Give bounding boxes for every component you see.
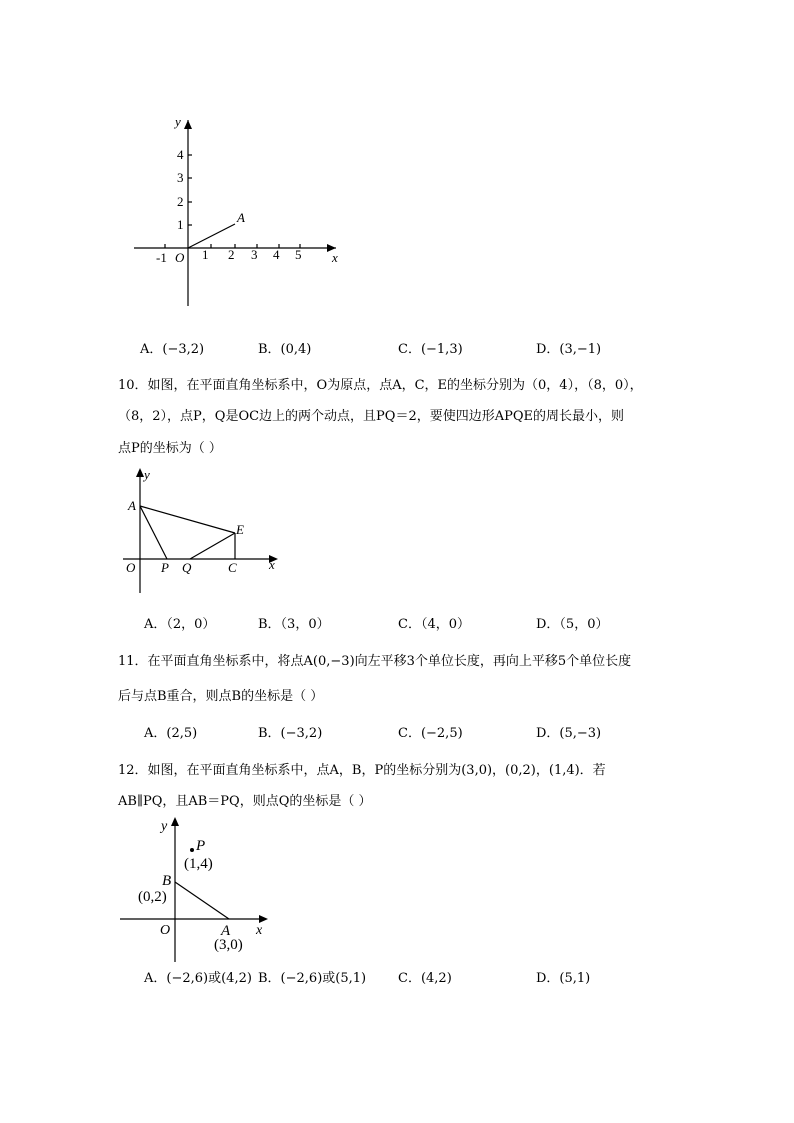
y-axis-label: y — [161, 819, 168, 834]
option-d[interactable]: D．(3,−1) — [536, 342, 602, 357]
option-c[interactable]: C．(−1,3) — [398, 342, 463, 357]
option-c[interactable]: C．（4，0） — [398, 617, 470, 632]
option-c[interactable]: C．(−2,5) — [398, 726, 463, 741]
point-q-label: Q — [182, 560, 192, 575]
x-axis-label: x — [269, 557, 275, 572]
y-tick-label: 3 — [177, 170, 184, 185]
figure-coordinate-point-a — [120, 110, 350, 315]
point-a-coord: (3,0) — [214, 937, 243, 953]
x-tick-label: -1 — [156, 250, 167, 265]
point-c-label: C — [228, 560, 237, 575]
figure-points-a-b-p — [118, 812, 278, 964]
question-12-line-2: AB∥PQ，且AB＝PQ，则点Q的坐标是（ ） — [118, 794, 372, 809]
segment-ab — [175, 882, 229, 919]
y-tick-label: 4 — [177, 147, 184, 162]
point-a-label: A — [221, 923, 231, 939]
option-b[interactable]: B．(−2,6)或(5,1) — [258, 971, 367, 986]
y-axis-arrow — [171, 817, 179, 826]
question-11-line-1: 11．在平面直角坐标系中，将点A(0,−3)向左平移3个单位长度，再向上平移5个单位长度 — [118, 654, 632, 669]
question-10-line-1: 10．如图，在平面直角坐标系中，O为原点，点A，C，E的坐标分别为（0，4），（8，0）， — [118, 378, 643, 393]
x-tick-label: 2 — [228, 247, 235, 262]
option-b[interactable]: B．(0,4) — [258, 342, 312, 357]
segment-ae — [140, 506, 235, 533]
x-tick-label: 4 — [273, 247, 280, 262]
point-a-label: A — [237, 210, 245, 225]
point-p-label: P — [161, 560, 169, 575]
question-11-line-2: 后与点B重合，则点B的坐标是（ ） — [118, 689, 324, 704]
point-b-coord: (0,2) — [138, 889, 167, 905]
segment-qe — [190, 533, 235, 559]
x-tick-label: 1 — [202, 247, 209, 262]
y-axis-label: y — [175, 114, 181, 129]
origin-label: O — [175, 250, 185, 265]
option-d[interactable]: D．（5，0） — [536, 617, 609, 632]
option-a[interactable]: A．(−3,2) — [140, 342, 205, 357]
option-c[interactable]: C．(4,2) — [398, 971, 452, 986]
y-tick-label: 1 — [177, 217, 184, 232]
y-axis-label: y — [144, 467, 150, 482]
x-tick-label: 3 — [251, 247, 258, 262]
point-p-dot — [190, 848, 194, 852]
y-axis-arrow — [184, 120, 192, 129]
y-axis-arrow — [136, 468, 144, 477]
point-b-label: B — [162, 873, 172, 889]
question-12-line-1: 12．如图，在平面直角坐标系中，点A，B，P的坐标分别为(3,0)，(0,2)，(1,4)．若 — [118, 763, 606, 778]
point-p-label: P — [196, 838, 206, 854]
x-axis-label: x — [332, 250, 338, 265]
figure-quadrilateral-apqe — [118, 465, 288, 595]
option-d[interactable]: D．(5,1) — [536, 971, 591, 986]
y-tick-label: 2 — [177, 194, 184, 209]
question-10-line-2: （8，2），点P，Q是OC边上的两个动点，且PQ＝2，要使四边形APQE的周长最小，则 — [118, 409, 625, 424]
option-a[interactable]: A．(2,5) — [144, 726, 198, 741]
origin-label: O — [160, 923, 171, 938]
point-p-coord: (1,4) — [184, 856, 213, 872]
segment-ap — [140, 506, 167, 559]
point-a-label: A — [128, 498, 136, 513]
origin-label: O — [126, 560, 136, 575]
option-a[interactable]: A．(−2,6)或(4,2) — [144, 971, 252, 986]
option-d[interactable]: D．(5,−3) — [536, 726, 602, 741]
point-e-label: E — [236, 522, 244, 537]
question-10-line-3: 点P的坐标为（ ） — [118, 441, 222, 456]
option-b[interactable]: B．（3，0） — [258, 617, 330, 632]
option-a[interactable]: A．（2，0） — [144, 617, 216, 632]
x-axis-arrow — [259, 915, 268, 923]
option-b[interactable]: B．(−3,2) — [258, 726, 323, 741]
x-axis-label: x — [256, 923, 263, 938]
x-tick-label: 5 — [295, 247, 302, 262]
